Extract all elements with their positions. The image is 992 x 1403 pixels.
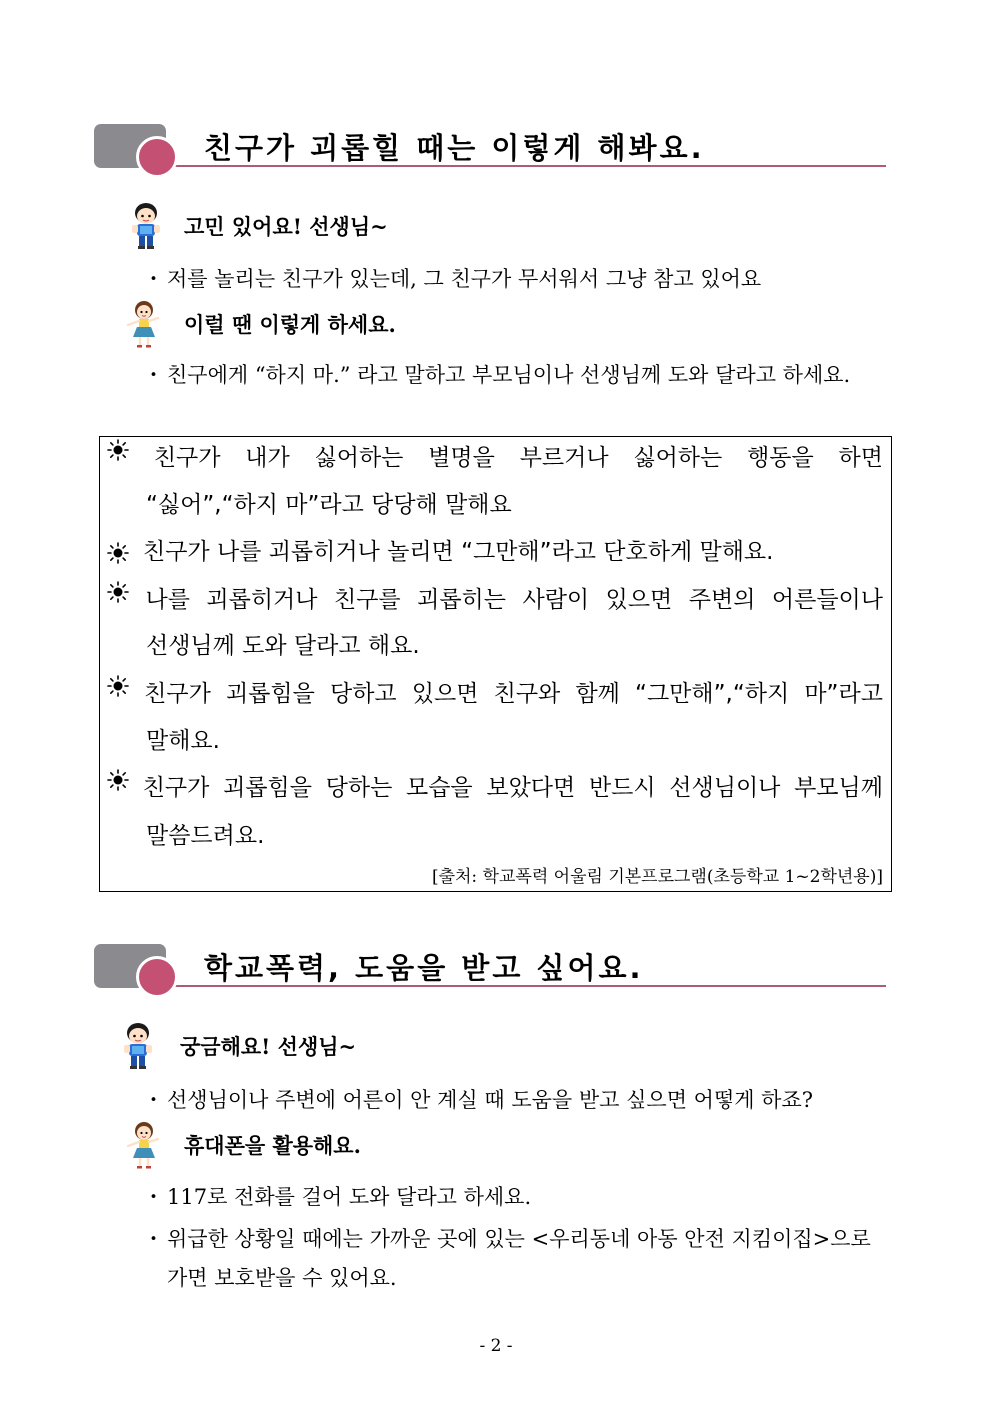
tip-1 — [107, 439, 883, 472]
answer-text-content: 위급한 상황일 때에는 가까운 곳에 있는 <우리동네 아동 안전 지킴이집>으로 — [167, 1227, 871, 1251]
tip-word: 모습을 — [406, 775, 473, 801]
sun-icon — [107, 542, 129, 564]
boy-icon — [128, 202, 164, 250]
bullet-icon: ・ — [143, 1227, 164, 1251]
tip-word: 함께 — [575, 681, 620, 707]
tip-word: 반드시 — [588, 775, 656, 801]
tip-word: 하면 — [838, 445, 883, 471]
tip-word: 선생님이나 — [669, 775, 781, 801]
sun-icon — [107, 675, 129, 697]
tip-word: 내가 — [245, 445, 290, 471]
question-row — [120, 1022, 356, 1070]
tip-word: 싫어하는 — [314, 445, 404, 471]
tip-word: 친구가 — [144, 681, 211, 707]
answer-text-2 — [143, 1223, 871, 1253]
answer-text-1 — [143, 1181, 531, 1211]
tip-word: 있으면 — [605, 587, 673, 613]
answer-text — [143, 359, 850, 389]
sun-icon — [107, 439, 129, 461]
tip-word: 당하는 — [325, 775, 393, 801]
tip-word: 주변의 — [688, 587, 756, 613]
answer-row — [122, 300, 396, 348]
question-heading: 궁금해요! 선생님~ — [180, 1034, 357, 1059]
question-text — [143, 263, 761, 293]
tip-4-continued: 말해요. — [146, 728, 220, 754]
source-citation: [출처: 학교폭력 어울림 기본프로그램(초등학교 1~2학년용)] — [431, 867, 883, 887]
girl-icon — [122, 1121, 164, 1169]
tip-word: 친구가 — [153, 445, 221, 471]
tip-word: 부르거나 — [519, 445, 609, 471]
tip-word: 있으면 — [411, 681, 479, 707]
tip-word: 마”라고 — [804, 681, 883, 707]
page-number: - 2 - — [479, 1336, 513, 1356]
tip-word: 어른들이나 — [771, 587, 883, 613]
tip-5-continued: 말씀드려요. — [146, 823, 265, 849]
question-text-content: 저를 놀리는 친구가 있는데, 그 친구가 무서워서 그냥 참고 있어요 — [167, 267, 762, 291]
tip-word: 싫어하는 — [633, 445, 723, 471]
answer-text-content: 친구에게 “하지 마.” 라고 말하고 부모님이나 선생님께 도와 달라고 하세요. — [167, 363, 851, 387]
tip-word: 부모님께 — [794, 775, 883, 801]
tip-2 — [107, 533, 883, 566]
question-heading: 고민 있어요! 선생님~ — [184, 214, 388, 239]
header-circle-icon — [136, 136, 178, 178]
tip-word: 친구를 — [333, 587, 401, 613]
tip-word: 친구가 — [142, 775, 210, 801]
tip-word: 괴롭히는 — [417, 587, 506, 613]
girl-icon — [122, 300, 164, 348]
tip-word: 괴롭힘을 — [225, 681, 315, 707]
section-title: 학교폭력, 도움을 받고 싶어요. — [204, 951, 644, 985]
question-text-content: 선생님이나 주변에 어른이 안 계실 때 도움을 받고 싶으면 어떻게 하죠? — [167, 1088, 814, 1112]
sun-icon — [107, 581, 129, 603]
tip-1-continued: “싫어”,“하지 마”라고 당당해 말해요 — [146, 492, 512, 518]
section-title: 친구가 괴롭힐 때는 이렇게 해봐요. — [204, 131, 705, 165]
bullet-icon: ・ — [143, 267, 164, 291]
sun-icon — [107, 769, 129, 791]
tips-box — [99, 436, 892, 892]
section-header-1 — [92, 124, 886, 184]
tip-word: 괴롭힘을 — [223, 775, 312, 801]
answer-heading: 휴대폰을 활용해요. — [184, 1133, 361, 1158]
answer-text-content: 117로 전화를 걸어 도와 달라고 하세요. — [167, 1185, 532, 1209]
bullet-icon: ・ — [143, 1088, 164, 1112]
answer-heading: 이럴 땐 이렇게 하세요. — [184, 312, 396, 337]
tip-word: 당하고 — [330, 681, 397, 707]
bullet-icon: ・ — [143, 363, 164, 387]
tip-word: 괴롭히거나 — [206, 587, 318, 613]
tip-word: 나를 — [145, 587, 190, 613]
tip-2-text: 친구가 나를 괴롭히거나 놀리면 “그만해”라고 단호하게 말해요. — [143, 539, 774, 565]
boy-icon — [120, 1022, 156, 1070]
section-header-2 — [92, 944, 886, 1004]
tip-word: 친구와 — [493, 681, 561, 707]
header-circle-icon — [136, 956, 178, 998]
tip-5 — [107, 769, 883, 802]
tip-3 — [107, 581, 883, 614]
tip-word: 행동을 — [747, 445, 814, 471]
question-row — [128, 202, 388, 250]
tip-word: 보았다면 — [486, 775, 576, 801]
tip-word: 별명을 — [428, 445, 495, 471]
bullet-icon: ・ — [143, 1185, 164, 1209]
tip-4 — [107, 675, 883, 708]
question-text — [143, 1084, 813, 1114]
tip-3-continued: 선생님께 도와 달라고 해요. — [146, 633, 420, 659]
answer-text-2-continued: 가면 보호받을 수 있어요. — [167, 1266, 397, 1290]
tip-word: 사람이 — [522, 587, 590, 613]
answer-row — [122, 1121, 361, 1169]
tip-word: “그만해”,“하지 — [635, 681, 790, 707]
